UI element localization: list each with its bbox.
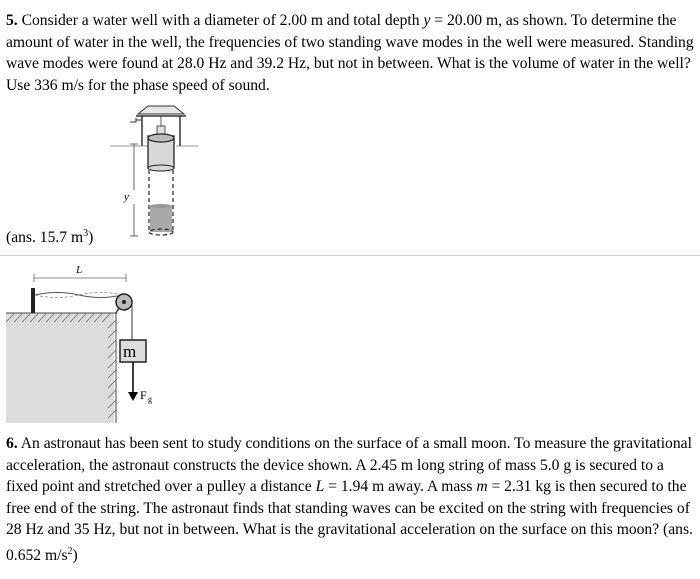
- problem-5-text: [6, 10, 694, 96]
- problem-6-answer-exponent: 2: [67, 545, 73, 557]
- force-label-g: g: [148, 395, 152, 404]
- problem-5-answer: [6, 223, 93, 249]
- problem-6-text-b: = 1.94 m away. A mass: [324, 478, 477, 496]
- section-divider: [0, 255, 700, 256]
- mass-label-m: m: [123, 342, 137, 361]
- problem-6-text: [6, 433, 694, 567]
- problem-5-number: 5.: [6, 12, 18, 29]
- problem-6-number: 6.: [6, 435, 18, 452]
- string-pulley-figure: [0, 258, 170, 428]
- answer-5-suffix: ): [88, 229, 94, 247]
- well-figure: [108, 100, 200, 245]
- force-label-F: F: [140, 388, 147, 402]
- answer-5-exponent: 3: [83, 228, 89, 239]
- answer-5-prefix: (ans. 15.7 m: [6, 229, 84, 247]
- problem-6-text-a: An astronaut has been sent to study conditions on the surface of a small moon. To measure the gravitational acceleration, the astronaut constructs the device shown. A 2.45 m long string of mass 5.0 g is secured to a fixed point and stretched over a pulley a distance: [6, 435, 692, 496]
- problem-5-text-b: = 20.00 m, as shown. To determine the amount of water in the well, the frequencies of two standing wave modes in the well were measured. Standing wave modes were found at 28.0 Hz and 39.2 Hz, but not in between. What is the volume of water in the well? Use 336 m/s for the phase speed of sound.: [6, 12, 694, 94]
- depth-label-y: y: [124, 191, 129, 203]
- problem-6-text-c: = 2.31 kg is then secured to the free end of the string. The astronaut finds that standing waves can be excited on the string with frequencies of 28 Hz and 35 Hz, but not in between. What is the gravitational acceleration on the surface on this moon? (ans. 0.652 m/s: [6, 478, 693, 565]
- problem-5-var-y: y: [423, 12, 431, 29]
- problem-6-answer-suffix: ): [72, 547, 78, 565]
- problem-6-var-L: L: [315, 478, 325, 496]
- problem-5-text-a: Consider a water well with a diameter of 2.00 m and total depth: [17, 12, 424, 29]
- length-label-L: L: [76, 264, 83, 276]
- problem-6-var-m: m: [476, 478, 488, 496]
